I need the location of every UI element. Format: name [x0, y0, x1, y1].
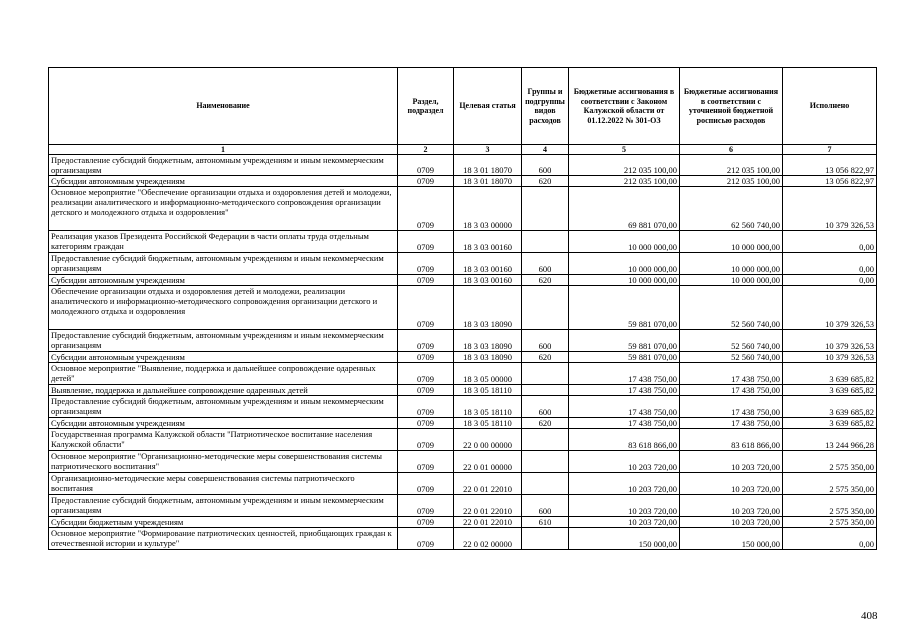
- column-number: 7: [783, 145, 877, 155]
- row-section: 0709: [398, 231, 454, 253]
- row-group: 620: [522, 176, 569, 187]
- table-row: [49, 330, 877, 352]
- row-updated-amount: 10 000 000,00: [680, 231, 783, 253]
- row-name: Реализация указов Президента Российской Федерации в части оплаты труда отдельным категориям граждан: [49, 231, 398, 253]
- row-article: 18 3 03 18090: [454, 352, 522, 363]
- row-law-amount: 10 203 720,00: [569, 495, 680, 517]
- table-row: [49, 155, 877, 176]
- row-name: Государственная программа Калужской области "Патриотическое воспитание населения Калужской области": [49, 429, 398, 451]
- row-law-amount: 10 000 000,00: [569, 231, 680, 253]
- row-section: 0709: [398, 363, 454, 385]
- row-updated-amount: 10 203 720,00: [680, 517, 783, 528]
- table-row: [49, 517, 877, 528]
- row-article: 18 3 05 18110: [454, 396, 522, 418]
- row-section: 0709: [398, 429, 454, 451]
- row-group: [522, 231, 569, 253]
- column-number: 2: [398, 145, 454, 155]
- row-executed-amount: 0,00: [783, 231, 877, 253]
- row-law-amount: 10 203 720,00: [569, 517, 680, 528]
- row-section: 0709: [398, 286, 454, 330]
- row-name: Основное мероприятие "Обеспечение организации отдыха и оздоровления детей и молодежи, реализации аналитического и информационно-методического сопровождения организации детского и молодежного отдыха и оздоровления": [49, 187, 398, 231]
- row-article: 18 3 01 18070: [454, 176, 522, 187]
- row-article: 18 3 03 00000: [454, 187, 522, 231]
- row-law-amount: 59 881 070,00: [569, 352, 680, 363]
- row-section: 0709: [398, 418, 454, 429]
- table-row: [49, 473, 877, 495]
- row-executed-amount: 13 056 822,97: [783, 176, 877, 187]
- row-article: 18 3 05 18110: [454, 418, 522, 429]
- row-updated-amount: 10 203 720,00: [680, 451, 783, 473]
- row-section: 0709: [398, 176, 454, 187]
- row-section: 0709: [398, 275, 454, 286]
- row-updated-amount: 17 438 750,00: [680, 418, 783, 429]
- row-updated-amount: 52 560 740,00: [680, 352, 783, 363]
- row-law-amount: 10 203 720,00: [569, 451, 680, 473]
- row-law-amount: 10 000 000,00: [569, 275, 680, 286]
- row-section: 0709: [398, 396, 454, 418]
- header-executed: Исполнено: [783, 68, 877, 145]
- row-group: [522, 187, 569, 231]
- row-group: [522, 528, 569, 550]
- row-group: [522, 363, 569, 385]
- table-row: [49, 528, 877, 550]
- row-executed-amount: 13 056 822,97: [783, 155, 877, 176]
- column-number: 6: [680, 145, 783, 155]
- row-law-amount: 17 438 750,00: [569, 418, 680, 429]
- row-name: Основное мероприятие "Выявление, поддержка и дальнейшее сопровождение одаренных детей": [49, 363, 398, 385]
- row-section: 0709: [398, 187, 454, 231]
- table-row: [49, 495, 877, 517]
- row-article: 22 0 01 22010: [454, 495, 522, 517]
- row-article: 22 0 02 00000: [454, 528, 522, 550]
- row-group: [522, 286, 569, 330]
- row-section: 0709: [398, 253, 454, 275]
- row-name: Предоставление субсидий бюджетным, автономным учреждениям и иным некоммерческим организациям: [49, 155, 398, 176]
- row-updated-amount: 52 560 740,00: [680, 330, 783, 352]
- row-updated-amount: 17 438 750,00: [680, 363, 783, 385]
- table-body: [49, 155, 877, 550]
- row-section: 0709: [398, 330, 454, 352]
- row-article: 18 3 03 00160: [454, 253, 522, 275]
- row-executed-amount: 2 575 350,00: [783, 517, 877, 528]
- row-updated-amount: 150 000,00: [680, 528, 783, 550]
- row-group: 620: [522, 352, 569, 363]
- table-row: [49, 396, 877, 418]
- row-name: Предоставление субсидий бюджетным, автономным учреждениям и иным некоммерческим организациям: [49, 330, 398, 352]
- row-law-amount: 150 000,00: [569, 528, 680, 550]
- row-updated-amount: 52 560 740,00: [680, 286, 783, 330]
- row-executed-amount: 10 379 326,53: [783, 352, 877, 363]
- row-section: 0709: [398, 385, 454, 396]
- row-name: Субсидии автономным учреждениям: [49, 418, 398, 429]
- row-group: 600: [522, 330, 569, 352]
- row-name: Предоставление субсидий бюджетным, автономным учреждениям и иным некоммерческим организациям: [49, 253, 398, 275]
- row-updated-amount: 10 203 720,00: [680, 495, 783, 517]
- row-executed-amount: 10 379 326,53: [783, 286, 877, 330]
- row-name: Обеспечение организации отдыха и оздоровления детей и молодежи, реализации аналитического и информационно-методического сопровождения организации детского и молодежного отдыха и оздоровления: [49, 286, 398, 330]
- row-name: Основное мероприятие "Организационно-методические меры совершенствования системы патриотического воспитания": [49, 451, 398, 473]
- row-article: 18 3 01 18070: [454, 155, 522, 176]
- row-executed-amount: 10 379 326,53: [783, 330, 877, 352]
- row-name: Предоставление субсидий бюджетным, автономным учреждениям и иным некоммерческим организациям: [49, 396, 398, 418]
- row-group: 600: [522, 396, 569, 418]
- row-updated-amount: 17 438 750,00: [680, 385, 783, 396]
- column-number: 3: [454, 145, 522, 155]
- row-updated-amount: 10 203 720,00: [680, 473, 783, 495]
- row-law-amount: 17 438 750,00: [569, 385, 680, 396]
- row-group: 610: [522, 517, 569, 528]
- row-name: Субсидии автономным учреждениям: [49, 176, 398, 187]
- row-article: 18 3 03 00160: [454, 275, 522, 286]
- row-law-amount: 212 035 100,00: [569, 155, 680, 176]
- header-name: Наименование: [49, 68, 398, 145]
- row-name: Предоставление субсидий бюджетным, автономным учреждениям и иным некоммерческим организациям: [49, 495, 398, 517]
- row-law-amount: 83 618 866,00: [569, 429, 680, 451]
- row-executed-amount: 3 639 685,82: [783, 418, 877, 429]
- row-article: 18 3 03 18090: [454, 330, 522, 352]
- row-article: 18 3 03 00160: [454, 231, 522, 253]
- row-law-amount: 10 000 000,00: [569, 253, 680, 275]
- header-section: Раздел, подраздел: [398, 68, 454, 145]
- budget-table: [48, 67, 877, 550]
- table-row: [49, 187, 877, 231]
- row-executed-amount: 3 639 685,82: [783, 385, 877, 396]
- row-article: 22 0 01 00000: [454, 451, 522, 473]
- row-updated-amount: 212 035 100,00: [680, 155, 783, 176]
- table-row: [49, 363, 877, 385]
- row-group: 620: [522, 275, 569, 286]
- header-appropriations-law: Бюджетные ассигнования в соответствии с Законом Калужской области от 01.12.2022 № 301-ОЗ: [569, 68, 680, 145]
- row-law-amount: 69 881 070,00: [569, 187, 680, 231]
- row-section: 0709: [398, 495, 454, 517]
- row-group: 600: [522, 155, 569, 176]
- table-row: [49, 231, 877, 253]
- row-article: 18 3 05 00000: [454, 363, 522, 385]
- table-row: [49, 385, 877, 396]
- row-section: 0709: [398, 517, 454, 528]
- row-executed-amount: 0,00: [783, 275, 877, 286]
- row-section: 0709: [398, 352, 454, 363]
- table-row: [49, 451, 877, 473]
- table-row: [49, 275, 877, 286]
- column-number: 1: [49, 145, 398, 155]
- row-name: Основное мероприятие "Формирование патриотических ценностей, приобщающих граждан к отечественной истории и культуре": [49, 528, 398, 550]
- column-number: 4: [522, 145, 569, 155]
- row-group: [522, 429, 569, 451]
- row-law-amount: 59 881 070,00: [569, 286, 680, 330]
- row-article: 22 0 00 00000: [454, 429, 522, 451]
- row-group: 620: [522, 418, 569, 429]
- header-row: [49, 68, 877, 145]
- row-group: [522, 473, 569, 495]
- row-section: 0709: [398, 473, 454, 495]
- header-appropriations-updated: Бюджетные ассигнования в соответствии с уточненной бюджетной росписью расходов: [680, 68, 783, 145]
- column-number-row: [49, 145, 877, 155]
- row-law-amount: 212 035 100,00: [569, 176, 680, 187]
- row-article: 18 3 05 18110: [454, 385, 522, 396]
- row-updated-amount: 17 438 750,00: [680, 396, 783, 418]
- column-number: 5: [569, 145, 680, 155]
- table-row: [49, 253, 877, 275]
- row-name: Организационно-методические меры совершенствования системы патриотического воспитания: [49, 473, 398, 495]
- row-executed-amount: 0,00: [783, 253, 877, 275]
- row-law-amount: 10 203 720,00: [569, 473, 680, 495]
- row-name: Субсидии автономным учреждениям: [49, 275, 398, 286]
- row-section: 0709: [398, 451, 454, 473]
- table-row: [49, 352, 877, 363]
- row-executed-amount: 3 639 685,82: [783, 363, 877, 385]
- row-group: [522, 385, 569, 396]
- row-law-amount: 59 881 070,00: [569, 330, 680, 352]
- row-name: Субсидии бюджетным учреждениям: [49, 517, 398, 528]
- row-section: 0709: [398, 155, 454, 176]
- table-row: [49, 429, 877, 451]
- page-number: 408: [861, 610, 878, 622]
- row-group: [522, 451, 569, 473]
- row-executed-amount: 13 244 966,28: [783, 429, 877, 451]
- row-group: 600: [522, 253, 569, 275]
- row-updated-amount: 212 035 100,00: [680, 176, 783, 187]
- row-executed-amount: 10 379 326,53: [783, 187, 877, 231]
- row-updated-amount: 62 560 740,00: [680, 187, 783, 231]
- row-executed-amount: 0,00: [783, 528, 877, 550]
- row-executed-amount: 2 575 350,00: [783, 495, 877, 517]
- row-law-amount: 17 438 750,00: [569, 396, 680, 418]
- row-updated-amount: 10 000 000,00: [680, 275, 783, 286]
- header-target-article: Целевая статья: [454, 68, 522, 145]
- header-expense-groups: Группы и подгруппы видов расходов: [522, 68, 569, 145]
- row-updated-amount: 10 000 000,00: [680, 253, 783, 275]
- row-article: 22 0 01 22010: [454, 473, 522, 495]
- row-group: 600: [522, 495, 569, 517]
- row-executed-amount: 2 575 350,00: [783, 451, 877, 473]
- row-article: 18 3 03 18090: [454, 286, 522, 330]
- row-law-amount: 17 438 750,00: [569, 363, 680, 385]
- row-article: 22 0 01 22010: [454, 517, 522, 528]
- table-row: [49, 176, 877, 187]
- row-executed-amount: 3 639 685,82: [783, 396, 877, 418]
- table-row: [49, 418, 877, 429]
- row-updated-amount: 83 618 866,00: [680, 429, 783, 451]
- row-section: 0709: [398, 528, 454, 550]
- row-name: Выявление, поддержка и дальнейшее сопровождение одаренных детей: [49, 385, 398, 396]
- row-executed-amount: 2 575 350,00: [783, 473, 877, 495]
- table-row: [49, 286, 877, 330]
- row-name: Субсидии автономным учреждениям: [49, 352, 398, 363]
